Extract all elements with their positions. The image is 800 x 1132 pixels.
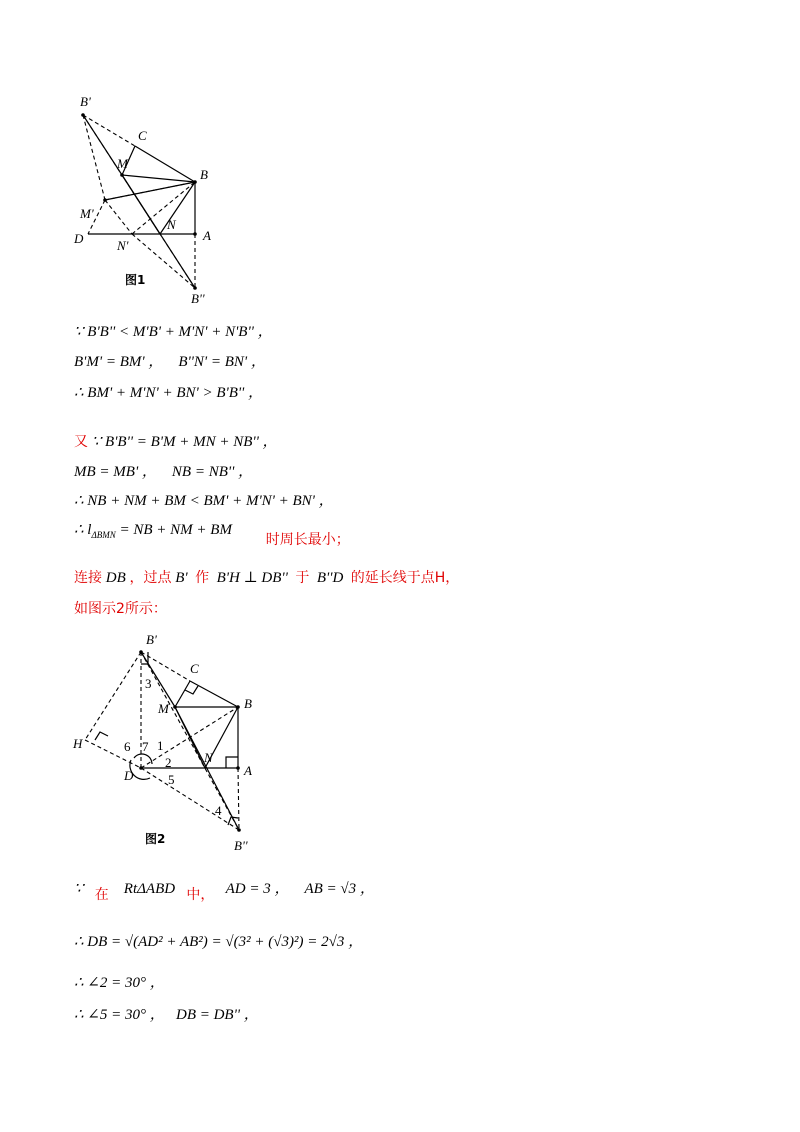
fig2-label-B: B — [244, 696, 252, 711]
fig2-label-N: N — [204, 750, 213, 765]
fig1-label-Mp: M' — [80, 206, 94, 221]
line-8 — [74, 567, 459, 587]
line-10b: RtΔABD — [123, 881, 176, 897]
fig2-label-H: H — [73, 736, 83, 751]
fig2-angle-1: 1 — [157, 738, 164, 753]
line-13a: ∴ ∠5 = 30° ， — [74, 1007, 165, 1023]
line-6: ∴ NB + NM + BM < BM' + M'N' + BN' ， — [74, 493, 334, 509]
line-2 — [74, 350, 266, 371]
fig2-caption: 图2 — [145, 832, 166, 846]
line-8-m2: B' — [175, 570, 188, 586]
fig1-label-Bpp: B'' — [191, 291, 205, 306]
line-7 — [74, 519, 350, 548]
line-8-m3: B'H ⊥ DB'' — [216, 570, 288, 586]
line-10c: AD = 3 ， — [225, 881, 290, 897]
line-7a: ∴ l — [74, 522, 92, 538]
line-5 — [74, 460, 253, 481]
line-8-r5: 的延长线于点H， — [350, 570, 460, 586]
line-7b: = NB + NM + BM — [115, 522, 232, 538]
line-13b: DB = DB'' ， — [175, 1007, 259, 1023]
line-10 — [74, 877, 375, 903]
line-5a: MB = MB' ， — [74, 464, 157, 480]
fig1-label-B: B — [200, 167, 208, 182]
line-2a: B'M' = BM' ， — [74, 354, 164, 370]
line-7-sub: ΔBMN — [91, 530, 116, 540]
fig2-angle-7: 7 — [142, 739, 149, 754]
fig1-label-Bp: B' — [80, 94, 91, 109]
fig2-angle-4: 4 — [215, 803, 222, 818]
fig2-angle-3: 3 — [145, 676, 152, 691]
line-13 — [74, 1003, 259, 1024]
figure-1 — [60, 90, 230, 315]
line-10-red2: 中， — [186, 887, 215, 903]
fig1-label-C: C — [138, 128, 147, 143]
fig2-label-Bpp: B'' — [234, 838, 248, 853]
line-8-m1: DB — [105, 570, 126, 586]
fig2-angle-5: 5 — [168, 772, 175, 787]
figure-2 — [60, 625, 270, 860]
line-8-r3: 作 — [195, 570, 210, 586]
fig1-label-A: A — [203, 228, 211, 243]
line-10d: AB = √3 ， — [304, 881, 375, 897]
line-9 — [74, 598, 167, 618]
line-7-red: 时周长最小； — [265, 532, 350, 548]
fig1-caption: 图1 — [125, 273, 146, 287]
line-12: ∴ ∠2 = 30° ， — [74, 975, 165, 991]
fig2-angle-2: 2 — [165, 755, 172, 770]
fig2-label-A: A — [244, 763, 252, 778]
fig2-label-C: C — [190, 661, 199, 676]
line-3: ∴ BM' + M'N' + BN' > B'B'' ， — [74, 385, 264, 401]
line-1: ∵ B'B'' < M'B' + M'N' + N'B'' ， — [74, 324, 273, 340]
line-8-r4: 于 — [295, 570, 310, 586]
line-10a: ∵ — [74, 881, 84, 897]
fig2-label-D: D — [124, 768, 134, 783]
fig2-angle-6: 6 — [124, 739, 131, 754]
fig2-label-M: M — [158, 701, 169, 716]
line-8-r2: ，过点 — [129, 570, 172, 586]
line-4-math: ∵ B'B'' = B'M + MN + NB'' ， — [91, 434, 278, 450]
line-8-m4: B''D — [316, 570, 344, 586]
line-4-red: 又 — [74, 434, 88, 450]
line-2b: B''N' = BN' ， — [178, 354, 266, 370]
line-11: ∴ DB = √(AD² + AB²) = √(3² + (√3)²) = 2√3 ， — [74, 934, 364, 950]
fig1-label-D: D — [74, 231, 84, 246]
line-8-r1: 连接 — [74, 570, 102, 586]
line-10-red1: 在 — [94, 887, 109, 903]
line-5b: NB = NB'' ， — [171, 464, 254, 480]
line-4 — [74, 430, 278, 451]
fig1-label-Np: N' — [117, 238, 129, 253]
fig2-label-Bp: B' — [146, 632, 157, 647]
line-9-red: 如图示2所示： — [74, 601, 167, 617]
fig1-label-N: N — [167, 217, 176, 232]
fig1-label-M: M — [117, 156, 128, 171]
